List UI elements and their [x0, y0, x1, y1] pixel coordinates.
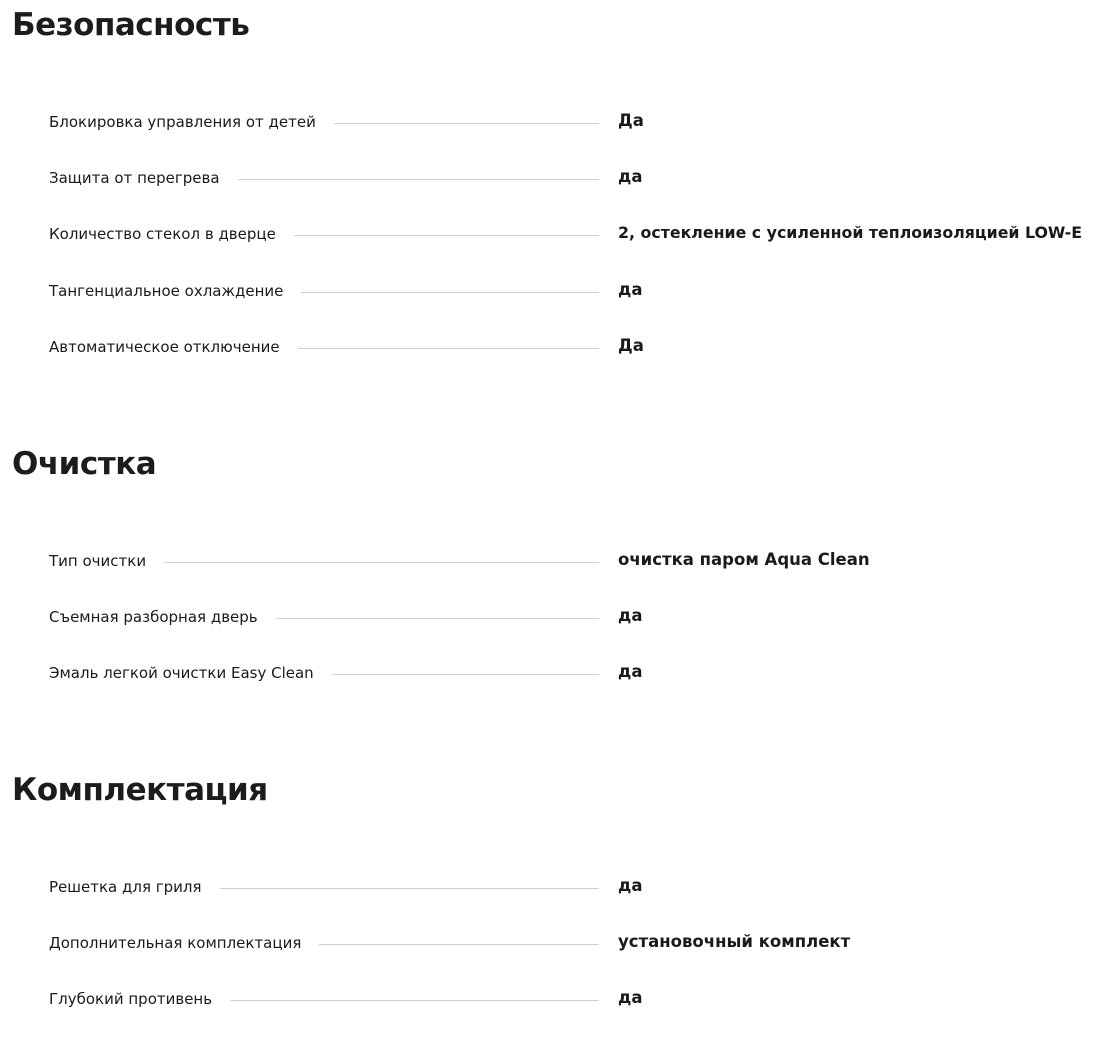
spec-row — [49, 984, 1109, 1014]
spec-row — [49, 602, 1109, 632]
dotted-leader-line — [301, 292, 599, 293]
section-title: Очистка — [12, 446, 157, 482]
spec-row — [49, 107, 1109, 137]
spec-row — [49, 928, 1109, 958]
spec-name: Глубокий противень — [49, 990, 213, 1008]
spec-value: да — [618, 988, 643, 1007]
spec-value: да — [618, 280, 643, 299]
dotted-leader-line — [230, 1000, 599, 1001]
dotted-leader-line — [238, 179, 599, 180]
dotted-leader-line — [164, 562, 599, 563]
spec-name: Тангенциальное охлаждение — [49, 282, 284, 300]
spec-name: Съемная разборная дверь — [49, 608, 258, 626]
spec-name: Блокировка управления от детей — [49, 113, 316, 131]
dotted-leader-line — [319, 944, 599, 945]
spec-row — [49, 546, 1109, 576]
spec-value: очистка паром Aqua Clean — [618, 550, 870, 569]
spec-value: да — [618, 167, 643, 186]
spec-value: да — [618, 662, 643, 681]
spec-name: Эмаль легкой очистки Easy Clean — [49, 664, 314, 682]
section-title: Безопасность — [12, 7, 250, 43]
spec-value: установочный комплект — [618, 932, 851, 951]
dotted-leader-line — [294, 235, 599, 236]
spec-row — [49, 219, 1109, 249]
spec-value: да — [618, 606, 643, 625]
spec-value: Да — [618, 336, 644, 355]
dotted-leader-line — [332, 674, 599, 675]
spec-row — [49, 332, 1109, 362]
spec-name: Количество стекол в дверце — [49, 225, 276, 243]
spec-row — [49, 276, 1109, 306]
spec-value: Да — [618, 111, 644, 130]
spec-name: Решетка для гриля — [49, 878, 202, 896]
spec-value: 2, остекление с усиленной теплоизоляцией LOW-E — [618, 223, 1082, 242]
section-title: Комплектация — [12, 772, 268, 808]
spec-name: Дополнительная комплектация — [49, 934, 302, 952]
spec-name: Защита от перегрева — [49, 169, 220, 187]
dotted-leader-line — [276, 618, 599, 619]
spec-value: да — [618, 876, 643, 895]
dotted-leader-line — [334, 123, 599, 124]
spec-name: Тип очистки — [49, 552, 147, 570]
dotted-leader-line — [220, 888, 600, 889]
spec-name: Автоматическое отключение — [49, 338, 280, 356]
spec-row — [49, 163, 1109, 193]
dotted-leader-line — [298, 348, 599, 349]
spec-row — [49, 658, 1109, 688]
spec-row — [49, 872, 1109, 902]
